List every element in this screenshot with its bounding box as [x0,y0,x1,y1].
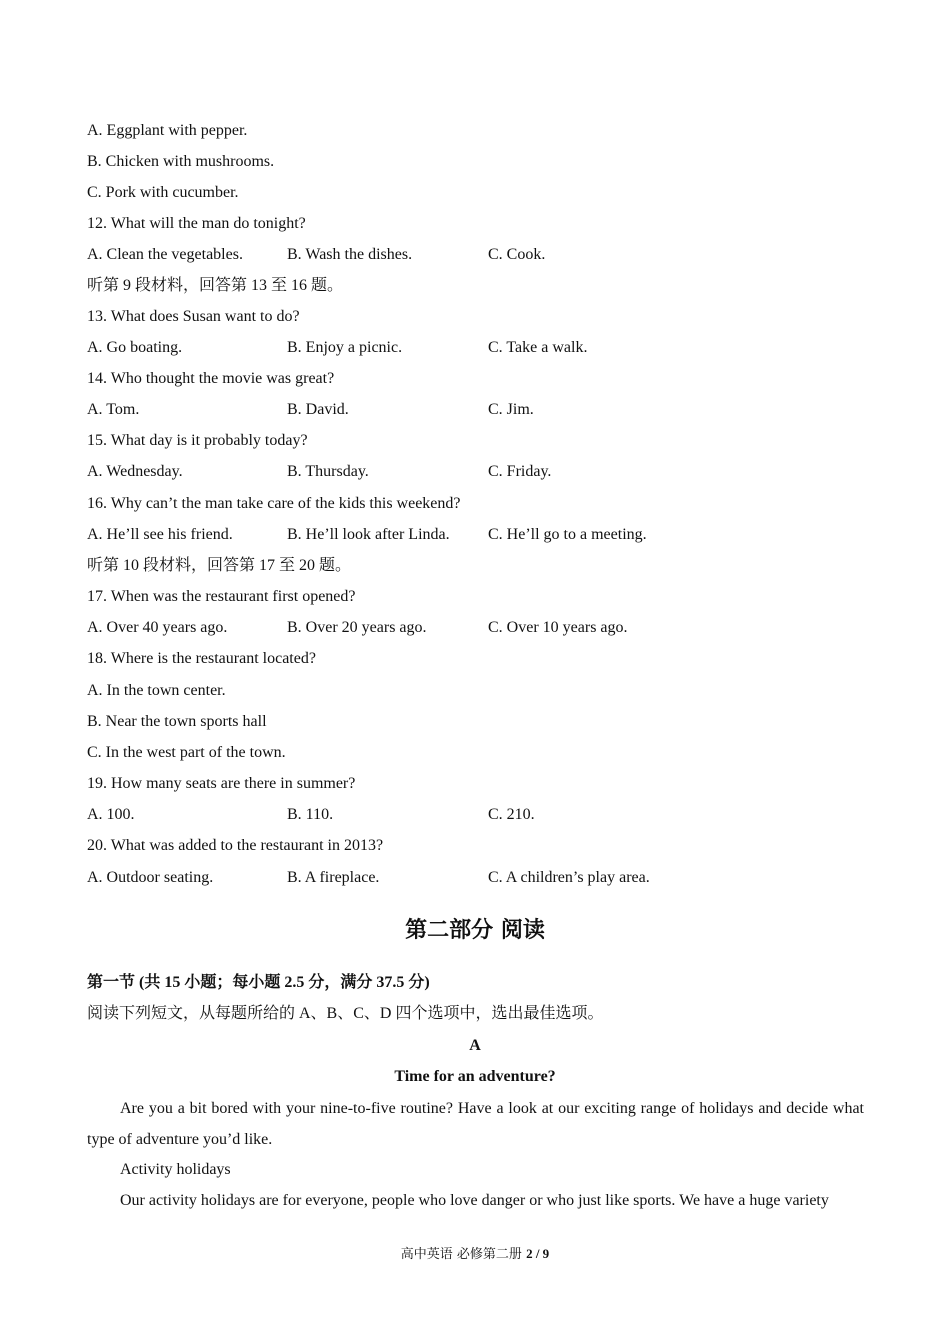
options-row-15 [87,461,552,483]
passage-paragraph-1: Are you a bit bored with your nine-to-five routine? Have a look at our exciting range of holidays and decide what type of adventure you’d like. [87,1100,864,1148]
passage-paragraph-2: Our activity holidays are for everyone, people who love danger or who just like sports. We have a huge variety [120,1192,829,1209]
option-a: A. Wednesday. [87,463,183,480]
option-c: C. Cook. [488,246,546,263]
options-row-14 [87,399,534,421]
option-a: A. Tom. [87,401,140,418]
question-16: 16. Why can’t the man take care of the kids this weekend? [87,495,461,512]
option-c: C. Over 10 years ago. [488,619,628,636]
option-a: A. 100. [87,806,135,823]
options-row-17 [87,617,628,639]
option-line: C. Pork with cucumber. [87,184,239,201]
option-line: B. Near the town sports hall [87,713,267,730]
option-b: B. David. [287,401,349,418]
option-line: B. Chicken with mushrooms. [87,153,275,170]
question-20: 20. What was added to the restaurant in 2013? [87,837,384,854]
option-a: A. He’ll see his friend. [87,526,233,543]
option-b: B. 110. [287,806,334,823]
option-a: A. Outdoor seating. [87,869,214,886]
option-b: B. Over 20 years ago. [287,619,427,636]
option-a: A. Go boating. [87,339,183,356]
subsection-heading: 第一节 (共 15 小题；每小题 2.5 分，满分 37.5 分) [87,974,430,991]
option-a: A. Clean the vegetables. [87,246,243,263]
reading-instruction: 阅读下列短文，从每题所给的 A、B、C、D 四个选项中，选出最佳选项。 [87,1005,604,1022]
passage-letter: A [469,1037,481,1054]
options-row-13 [87,337,588,359]
section-title: 第二部分 阅读 [405,918,545,943]
option-line: A. Eggplant with pepper. [87,122,248,139]
question-17: 17. When was the restaurant first opened? [87,588,356,605]
question-15: 15. What day is it probably today? [87,432,308,449]
option-c: C. Take a walk. [488,339,588,356]
options-row-20 [87,867,650,889]
option-c: C. Friday. [488,463,552,480]
footer-text: 高中英语 必修第二册 [400,1247,527,1262]
options-row-16 [87,524,647,546]
options-row-12 [87,244,546,266]
question-12: 12. What will the man do tonight? [87,215,306,232]
option-line: C. In the west part of the town. [87,744,286,761]
passage-title: Time for an adventure? [394,1068,556,1085]
question-18: 18. Where is the restaurant located? [87,650,316,667]
option-c: C. A children’s play area. [488,869,650,886]
options-row-19 [87,804,535,826]
listening-instruction-10: 听第 10 段材料，回答第 17 至 20 题。 [87,557,352,574]
page-number: 2 / 9 [526,1246,550,1261]
passage-subheading: Activity holidays [120,1161,231,1178]
question-13: 13. What does Susan want to do? [87,308,300,325]
option-a: A. Over 40 years ago. [87,619,228,636]
option-b: B. Wash the dishes. [287,246,413,263]
listening-instruction-9: 听第 9 段材料，回答第 13 至 16 题。 [87,277,344,294]
option-b: B. He’ll look after Linda. [287,526,450,543]
option-c: C. He’ll go to a meeting. [488,526,647,543]
option-line: A. In the town center. [87,682,226,699]
option-b: B. Enjoy a picnic. [287,339,403,356]
option-b: B. Thursday. [287,463,369,480]
page-footer [0,1245,950,1264]
question-14: 14. Who thought the movie was great? [87,370,335,387]
option-c: C. 210. [488,806,535,823]
option-b: B. A fireplace. [287,869,380,886]
option-c: C. Jim. [488,401,534,418]
question-19: 19. How many seats are there in summer? [87,775,356,792]
